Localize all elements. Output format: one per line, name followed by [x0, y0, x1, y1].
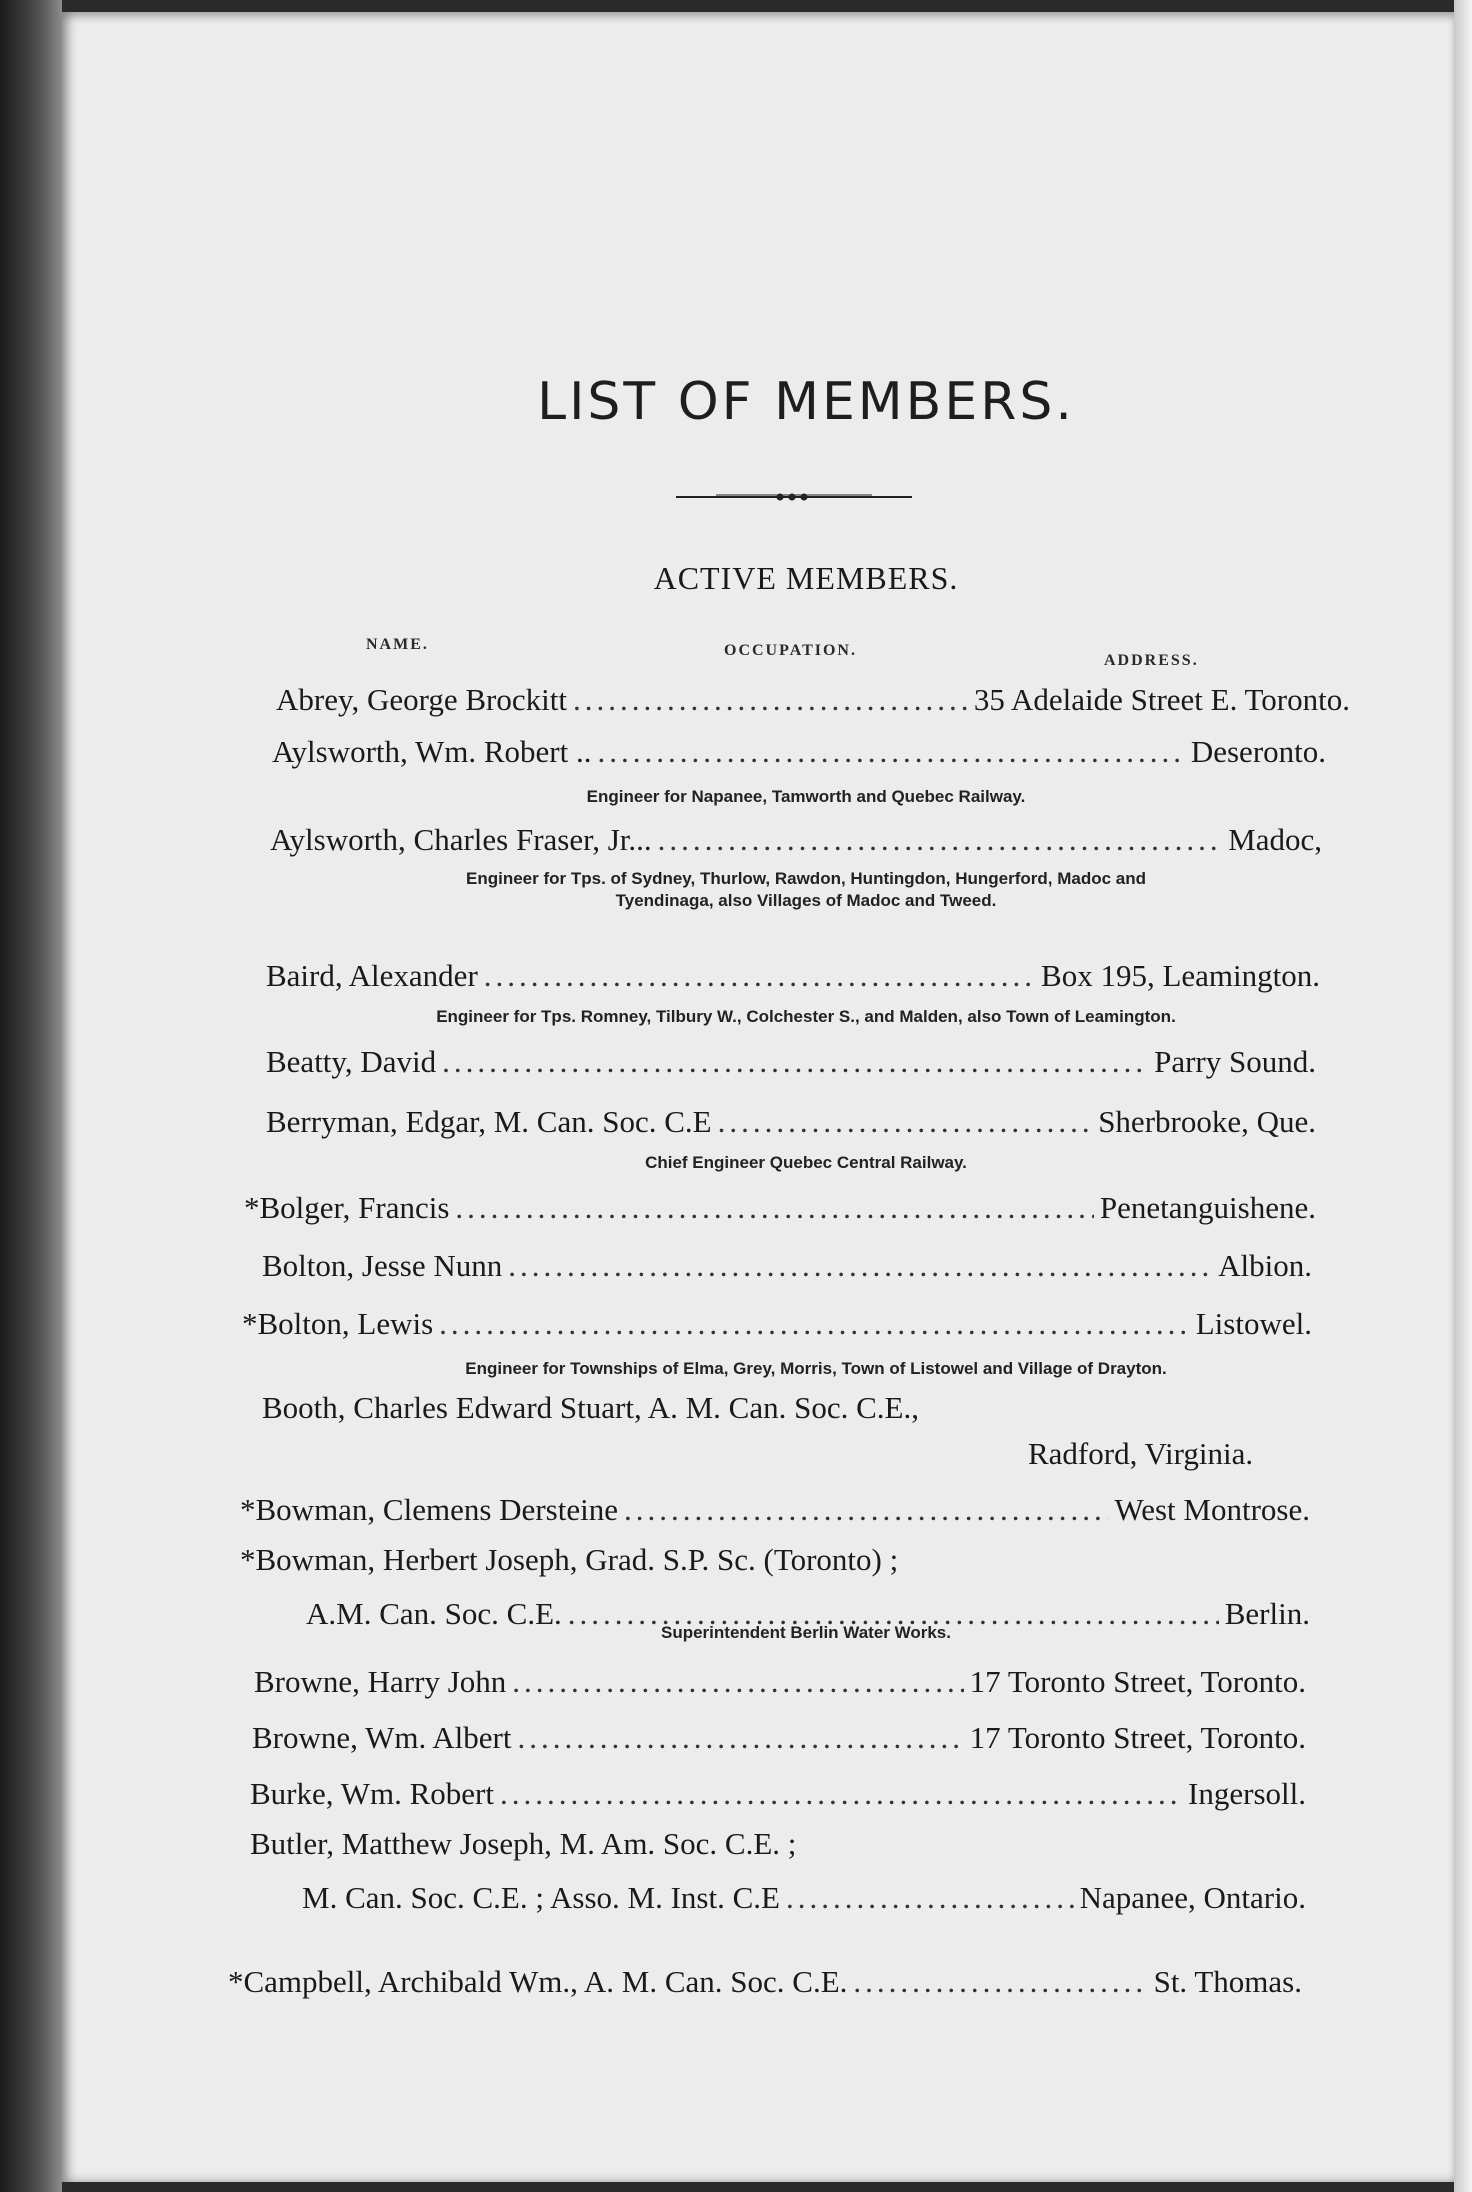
dot-leader — [718, 1104, 1093, 1140]
member-entry — [252, 1716, 1306, 1756]
member-name: Aylsworth, Wm. Robert .. — [272, 734, 592, 769]
member-name: Burke, Wm. Robert — [250, 1776, 494, 1811]
member-entry — [272, 730, 1326, 770]
dot-leader — [624, 1492, 1109, 1528]
member-address: Listowel. — [1195, 1306, 1312, 1341]
column-header-occupation: OCCUPATION. — [724, 642, 857, 659]
member-address: 35 Adelaide Street E. Toronto. — [973, 682, 1350, 717]
dot-leader — [517, 1720, 963, 1756]
member-note: Superintendent Berlin Water Works. — [661, 1623, 951, 1642]
dot-leader — [597, 734, 1184, 770]
member-name-continued: M. Can. Soc. C.E. ; Asso. M. Inst. C.E — [302, 1880, 780, 1915]
member-name: Bolton, Jesse Nunn — [262, 1248, 503, 1283]
member-entry — [266, 1100, 1316, 1140]
member-entry — [270, 818, 1322, 858]
member-entry — [250, 1772, 1306, 1812]
dot-leader — [786, 1880, 1074, 1916]
dot-leader — [500, 1776, 1182, 1812]
member-entry — [242, 1302, 1312, 1342]
member-address: Box 195, Leamington. — [1041, 958, 1320, 993]
column-header-name: NAME. — [366, 636, 429, 653]
member-note: Tyendinaga, also Villages of Madoc and Tweed. — [615, 891, 997, 910]
member-address: Napanee, Ontario. — [1079, 1880, 1306, 1915]
page-title: LIST OF MEMBERS. — [537, 372, 1075, 432]
member-address: St. Thomas. — [1153, 1964, 1302, 1999]
member-entry — [254, 1660, 1306, 1700]
member-entry — [262, 1244, 1312, 1284]
member-address: Parry Sound. — [1154, 1044, 1316, 1079]
member-name: Baird, Alexander — [266, 958, 478, 993]
member-note: Engineer for Tps. Romney, Tilbury W., Colchester S., and Malden, also Town of Leamington. — [436, 1007, 1176, 1026]
member-name: *Bolger, Francis — [244, 1190, 450, 1225]
dot-leader — [439, 1306, 1190, 1342]
member-address: Deseronto. — [1190, 734, 1326, 769]
member-address: Radford, Virginia. — [1028, 1436, 1254, 1471]
member-address: Penetanguishene. — [1099, 1190, 1316, 1225]
member-entry — [228, 1960, 1302, 2000]
member-name: Booth, Charles Edward Stuart, A. M. Can. Soc. C.E., — [262, 1390, 919, 1425]
dot-leader — [455, 1190, 1094, 1226]
member-address: Ingersoll. — [1188, 1776, 1306, 1811]
dot-leader — [512, 1664, 963, 1700]
member-name: Berryman, Edgar, M. Can. Soc. C.E — [266, 1104, 712, 1139]
dot-leader — [508, 1248, 1212, 1284]
member-note: Engineer for Tps. of Sydney, Thurlow, Rawdon, Huntingdon, Hungerford, Madoc and — [466, 869, 1146, 888]
member-address: 17 Toronto Street, Toronto. — [969, 1720, 1306, 1755]
member-address: Madoc, — [1228, 822, 1322, 857]
member-name: Beatty, David — [266, 1044, 437, 1079]
book-binding — [0, 0, 62, 2192]
member-name: *Bowman, Herbert Joseph, Grad. S.P. Sc. (Toronto) ; — [240, 1542, 899, 1577]
member-entry — [244, 1186, 1316, 1226]
member-name: Abrey, George Brockitt — [276, 682, 567, 717]
dot-leader — [573, 682, 968, 718]
member-entry — [266, 1040, 1316, 1080]
dot-leader — [484, 958, 1035, 994]
member-note: Engineer for Napanee, Tamworth and Quebec Railway. — [586, 787, 1026, 806]
column-header-address: ADDRESS. — [1104, 652, 1199, 669]
member-entry — [266, 954, 1320, 994]
member-note: Engineer for Townships of Elma, Grey, Morris, Town of Listowel and Village of Drayton. — [465, 1359, 1167, 1378]
member-entry — [276, 678, 1350, 718]
member-entry — [240, 1488, 1310, 1528]
member-name: Browne, Wm. Albert — [252, 1720, 512, 1755]
member-address: Berlin. — [1224, 1596, 1310, 1631]
section-heading: ACTIVE MEMBERS. — [653, 560, 959, 596]
member-name: *Bolton, Lewis — [242, 1306, 434, 1341]
member-address: Sherbrooke, Que. — [1098, 1104, 1316, 1139]
member-name: *Campbell, Archibald Wm., A. M. Can. Soc. C.E. — [228, 1964, 848, 1999]
member-address: Albion. — [1218, 1248, 1312, 1283]
member-name: Browne, Harry John — [254, 1664, 507, 1699]
member-entry — [302, 1876, 1306, 1916]
member-name: *Bowman, Clemens Dersteine — [240, 1492, 618, 1527]
page-edge — [1454, 0, 1472, 2192]
member-address: West Montrose. — [1114, 1492, 1310, 1527]
dot-leader — [442, 1044, 1148, 1080]
member-name-continued: A.M. Can. Soc. C.E. — [306, 1596, 562, 1631]
member-name: Aylsworth, Charles Fraser, Jr... — [270, 822, 652, 857]
dot-leader — [853, 1964, 1147, 2000]
member-note: Chief Engineer Quebec Central Railway. — [645, 1153, 967, 1172]
ornament-divider — [676, 490, 912, 504]
member-address: 17 Toronto Street, Toronto. — [969, 1664, 1306, 1699]
member-name: Butler, Matthew Joseph, M. Am. Soc. C.E. ; — [250, 1826, 797, 1861]
dot-leader — [658, 822, 1223, 858]
